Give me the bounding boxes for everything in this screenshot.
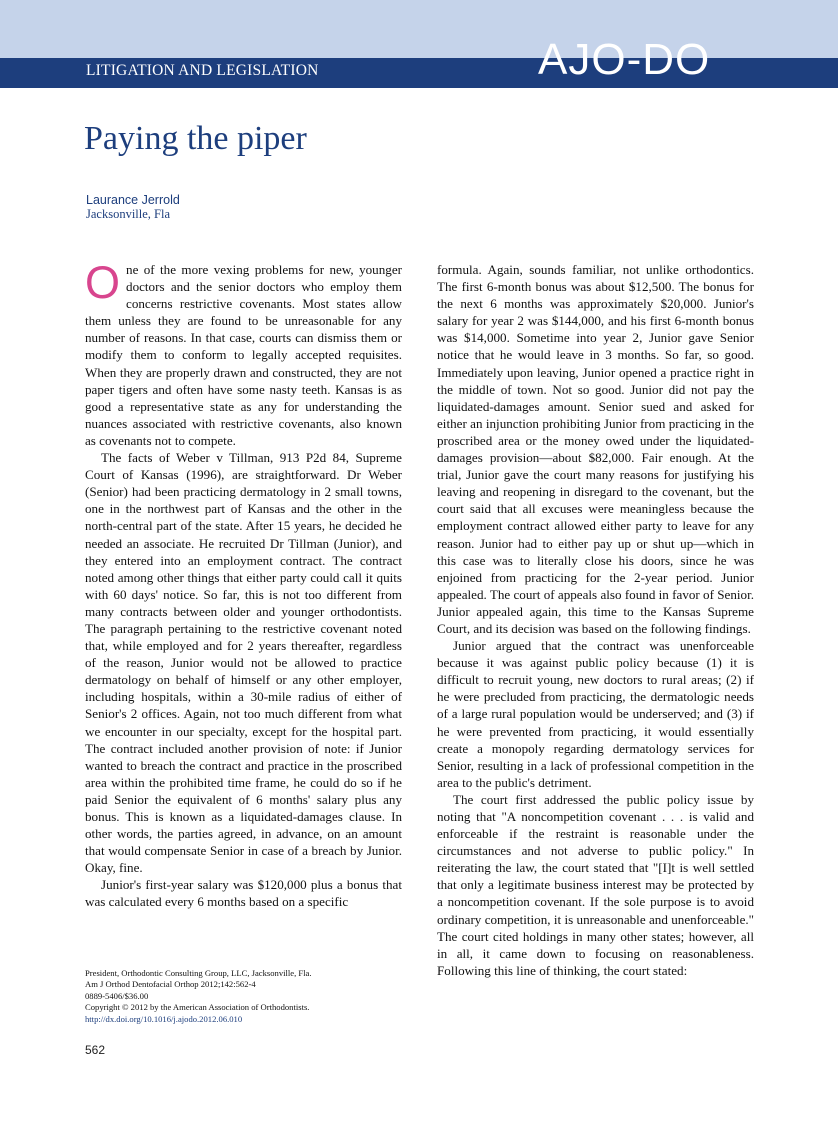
body-paragraph: One of the more vexing problems for new, younger doctors and the senior doctors who employ them concerns restrictive covenants. Most states allow them unless they are found to be unreasonable for any number of reasons. In that case, courts can dismiss them or modify them to conform to legally accepted requisites. When they are properly drawn and constructed, they are not paper tigers and often have some nasty teeth. Kansas is as good a representative state as any for understanding the nuances associated with restrictive covenants, also known as covenants not to compete. [85,257,402,448]
page-number: 562 [85,1043,106,1057]
body-paragraph: The court first addressed the public policy issue by noting that "A noncompetition covenant . . . is valid and enforceable if the restraint is reasonable under the circumstances and not adverse to public policy." In reiterating the law, the court stated that "[I]t is well settled that only a legitimate business interest may be protected by a noncompetition covenant. If the sole purpose is to avoid ordinary competition, it is unreasonable and unenforceable." The court cited holdings in many other states; however, all in all, it came down to focusing on reasonableness. Following this line of thinking, the court stated: [437,791,754,978]
journal-logo: AJO-DO [538,35,711,84]
body-paragraph: Junior argued that the contract was unenforceable because it was against public policy because (1) it is difficult to recruit young, new doctors to rural areas; (2) if he were precluded from practicing, the dermatologic needs of a large rural population would be underserved; and (3) if he were prevented from practicing, it would essentially create a monopoly regarding dermatology services for Senior, resulting in a lack of professional competition in the area to the public's detriment. [437,638,754,790]
body-paragraph: The facts of Weber v Tillman, 913 P2d 84, Supreme Court of Kansas (1996), are straightforward. Dr Weber (Senior) had been practicing dermatology in 2 small towns, one in the northwest part of Kansas and the other in the north-central part of the state. After 15 years, he decided he needed an associate. He recruited Dr Tillman (Junior), and they entered into an employment contract. The contract noted among other things that either party could call it quits with 60 days' notice. So far, this is not too different from many contracts between older and younger orthodontists. The paragraph pertaining to the restrictive covenant noted that, while employed and for 2 years thereafter, regardless of the reason, Junior would not be allowed to practice dermatology on behalf of himself or any other employer, including hospitals, within a 30-mile radius of either of Senior's 2 offices. Again, not too much different from what we encounter in our specialty, except for the hospital part. The contract included another provision of note: if Junior wanted to breach the contract and practice in the proscribed area within the prohibited time frame, he could do so if he paid Senior the equivalent of 6 months' salary plus any bonus. This is known as a liquidated-damages clause. In other words, the parties agreed, in advance, on an amount that would compensate Senior in case of a breach by Junior. Okay, fine. [85,450,402,876]
footnote-copyright: Copyright © 2012 by the American Association of Orthodontists. [85,1002,310,1013]
article-title: Paying the piper [84,120,307,157]
body-paragraph: Junior's first-year salary was $120,000 plus a bonus that was calculated every 6 months based on a specific [85,877,402,910]
article-footnote [85,968,405,1025]
body-column-right [437,261,754,979]
footnote-citation: Am J Orthod Dentofacial Orthop 2012;142:562-4 [85,979,256,990]
doi-link[interactable]: http://dx.doi.org/10.1016/j.ajodo.2012.06.010 [85,1013,243,1024]
drop-cap: O [85,257,121,308]
footnote-affiliation: President, Orthodontic Consulting Group, LLC, Jacksonville, Fla. [85,968,312,978]
footnote-issn: 0889-5406/$36.00 [85,990,149,1001]
body-column-left [85,257,402,911]
author-affiliation: Jacksonville, Fla [86,207,171,221]
top-color-band [0,0,838,58]
body-paragraph: formula. Again, sounds familiar, not unlike orthodontics. The first 6-month bonus was about $12,500. The bonus for the next 6 months was approximately $20,000. Junior's salary for year 2 was $144,000, and his first 6-month bonus was $14,000. Sometime into year 2, Junior gave Senior notice that he would leave in 3 months. So far, so good. Immediately upon leaving, Junior opened a practice right in the middle of town. Not so good. Junior did not pay the liquidated-damages amount. Senior sued and asked for either an injunction prohibiting Junior from practicing in the proscribed area or the money owed under the liquidated-damages provision—about $82,000. Fair enough. At the trial, Junior gave the court many reasons for justifying his leaving and reopening in disregard to the covenant, but the court said that all excuses were meaningless because the employment contract allowed either party to leave for any reason. Junior had to either pay up or shut up—which in this case was to literally close his doors, since he was enjoined from practicing for the 2-year period. Junior appealed. The court of appeals also found in favor of Senior. Junior appealed again, this time to the Kansas Supreme Court, and its decision was based on the following findings. [437,262,754,636]
author-name: Laurance Jerrold [86,193,180,207]
section-label: LITIGATION AND LEGISLATION [86,62,319,79]
